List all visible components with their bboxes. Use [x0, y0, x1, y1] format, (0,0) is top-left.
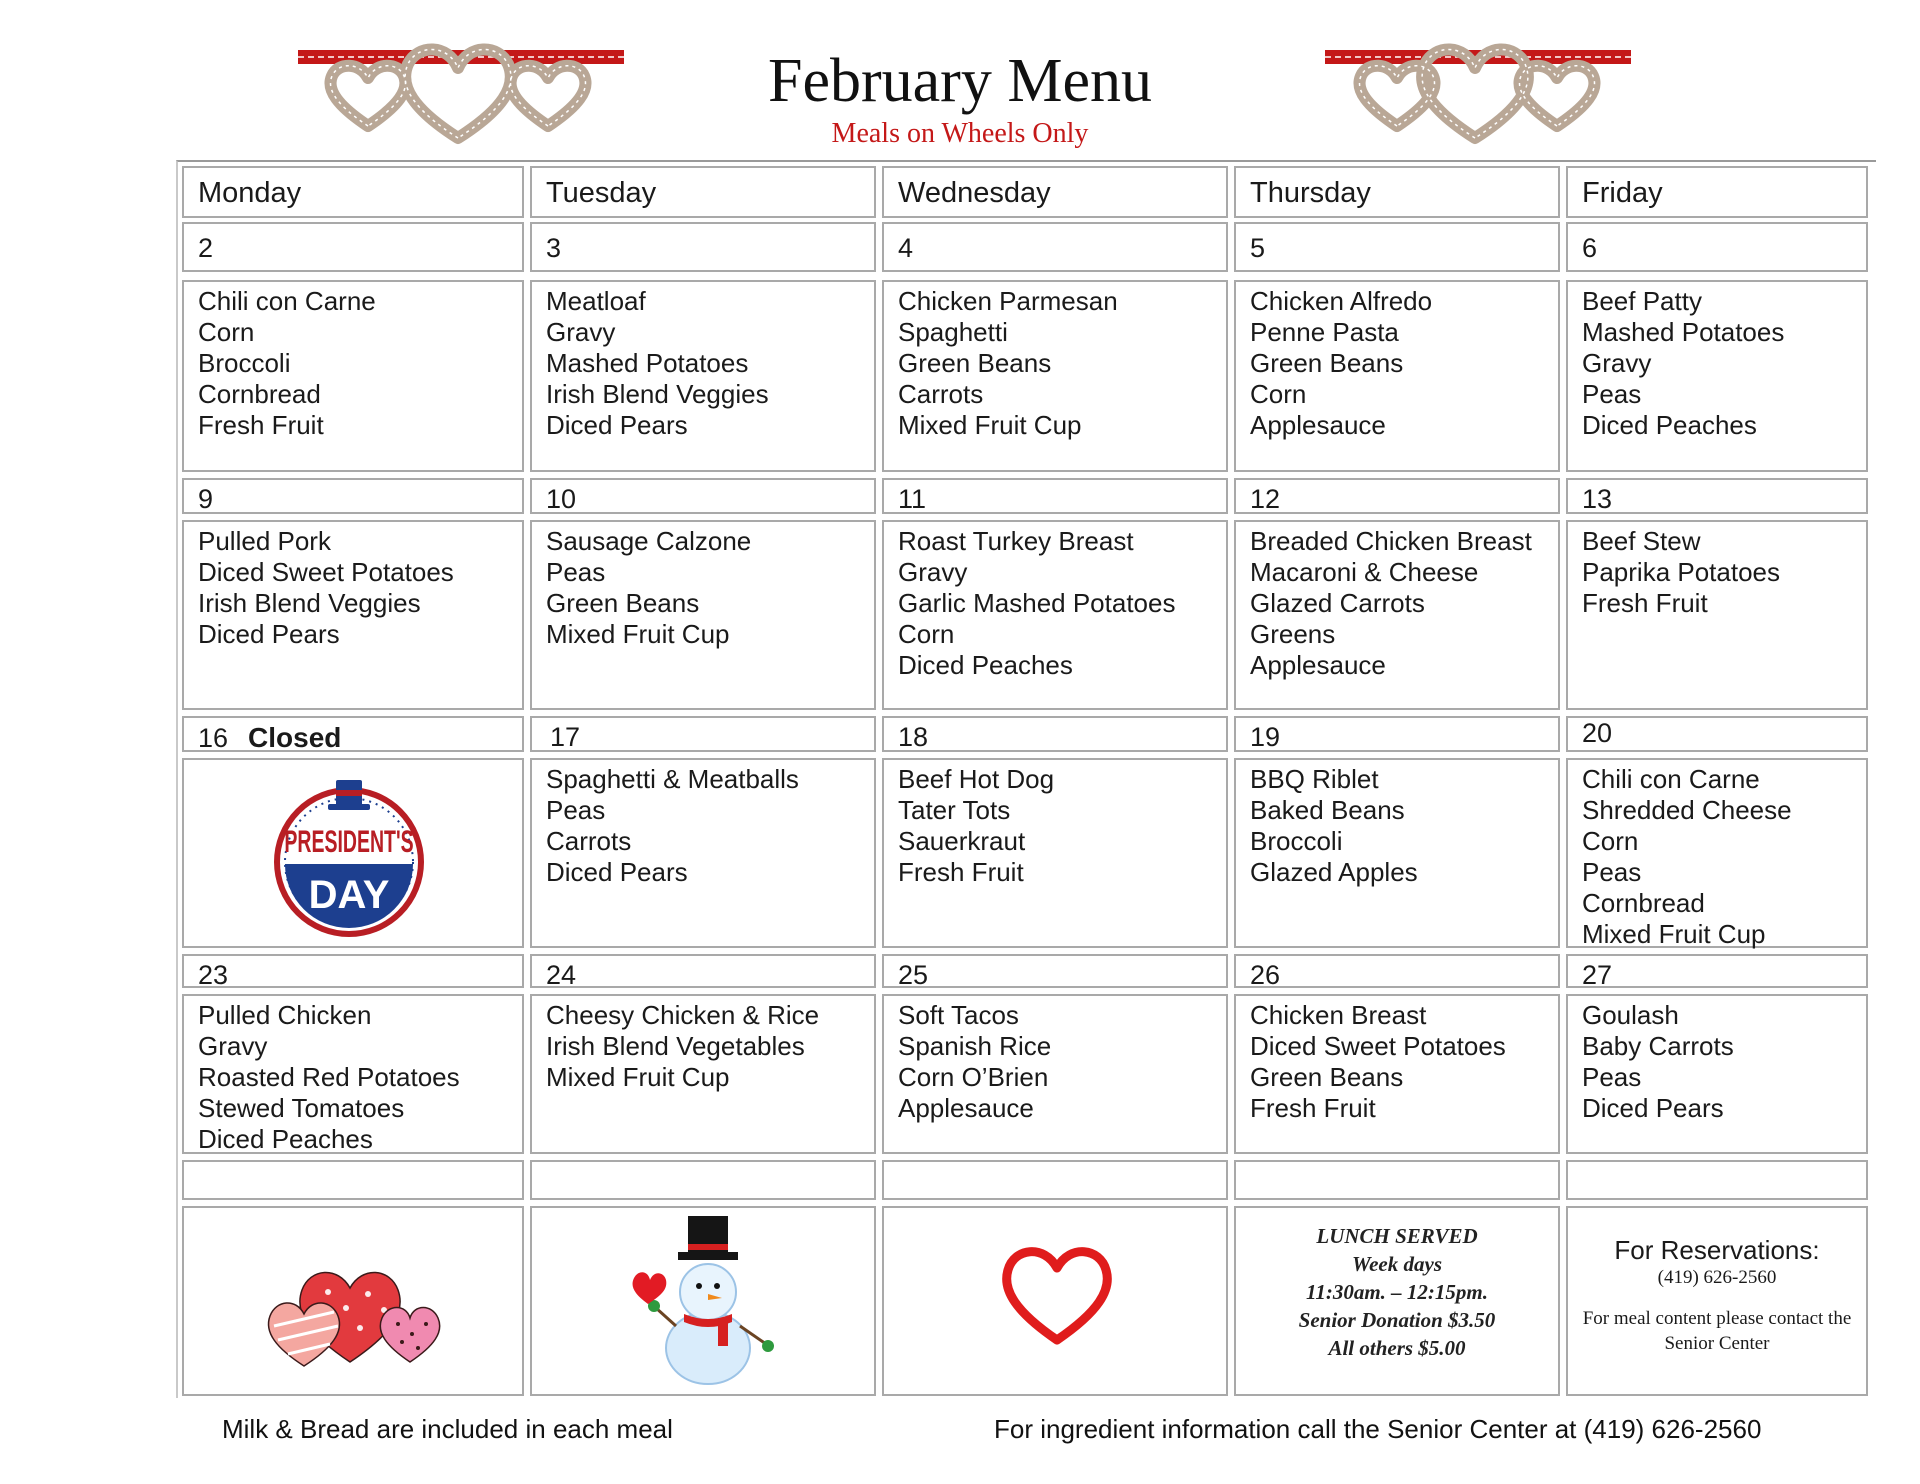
snowman-icon [628, 1208, 778, 1388]
date-cell [1566, 954, 1868, 988]
date-number: 5 [1250, 233, 1266, 263]
heart-cell [882, 1206, 1228, 1396]
empty-cell [1234, 1160, 1560, 1200]
closed-label: Closed [248, 722, 342, 753]
menu-items [1582, 1000, 1734, 1124]
menu-item: Diced Pears [546, 410, 688, 440]
menu-item: Mashed Potatoes [1582, 317, 1785, 347]
menu-item: Diced Peaches [1582, 410, 1757, 440]
date-number: 19 [1250, 722, 1281, 752]
menu-item: Irish Blend Veggies [546, 379, 769, 409]
menu-item: Peas [1582, 857, 1642, 887]
menu-cell [1234, 520, 1560, 710]
menu-item: Diced Sweet Potatoes [1250, 1031, 1506, 1061]
menu-cell [1234, 994, 1560, 1154]
menu-item: Green Beans [1250, 348, 1404, 378]
menu-cell [182, 280, 524, 472]
date-cell [182, 954, 524, 988]
menu-item: Mashed Potatoes [546, 348, 749, 378]
reservations-cell [1566, 1206, 1868, 1396]
others-price: All others $5.00 [1328, 1336, 1466, 1360]
lunch-hours: 11:30am. – 12:15pm. [1306, 1280, 1488, 1304]
date-cell [1566, 716, 1868, 752]
hearts-cell [182, 1206, 524, 1396]
date-number: 23 [198, 960, 229, 990]
menu-items [1250, 1000, 1506, 1124]
valentine-hearts-icon [250, 1250, 450, 1370]
date-number: 11 [898, 484, 927, 514]
menu-items [898, 286, 1118, 441]
date-number: 12 [1250, 484, 1281, 514]
lunch-info [1236, 1222, 1558, 1362]
hearts-ribbon-right-icon [1325, 28, 1631, 148]
menu-item: Glazed Carrots [1250, 588, 1425, 618]
menu-item: Mixed Fruit Cup [898, 410, 1082, 440]
empty-cell [530, 1160, 876, 1200]
menu-item: Spaghetti & Meatballs [546, 764, 799, 794]
menu-item: Fresh Fruit [898, 857, 1024, 887]
menu-cell [882, 758, 1228, 948]
menu-item: Irish Blend Veggies [198, 588, 421, 618]
date-number: 3 [546, 233, 562, 263]
menu-item: Diced Peaches [198, 1124, 373, 1154]
menu-item: Roast Turkey Breast [898, 526, 1134, 556]
menu-item: Diced Pears [546, 857, 688, 887]
date-number: 9 [198, 484, 214, 514]
menu-cell [1234, 758, 1560, 948]
lunch-days: Week days [1352, 1252, 1442, 1276]
date-cell [182, 716, 524, 752]
date-number [198, 722, 341, 754]
date-cell [1234, 716, 1560, 752]
menu-cell [882, 280, 1228, 472]
menu-item: Glazed Apples [1250, 857, 1418, 887]
menu-item: Peas [546, 795, 606, 825]
empty-cell [1566, 1160, 1868, 1200]
date-cell [882, 716, 1228, 752]
menu-item: Sausage Calzone [546, 526, 752, 556]
menu-items [546, 1000, 819, 1093]
weekday-label: Tuesday [546, 177, 657, 209]
page-subtitle: Meals on Wheels Only [831, 118, 1089, 149]
weekday-header-friday [1566, 166, 1868, 218]
senior-donation: Senior Donation $3.50 [1298, 1308, 1496, 1332]
menu-items [198, 286, 376, 441]
menu-item: Paprika Potatoes [1582, 557, 1781, 587]
reservations-title: For Reservations: [1614, 1235, 1820, 1265]
empty-cell [182, 1160, 524, 1200]
menu-item: Broccoli [198, 348, 291, 378]
menu-item: Garlic Mashed Potatoes [898, 588, 1176, 618]
menu-item: Macaroni & Cheese [1250, 557, 1479, 587]
menu-items [1250, 526, 1532, 681]
menu-items [898, 764, 1054, 888]
lunch-info-cell [1234, 1206, 1560, 1396]
menu-item: Fresh Fruit [1250, 1093, 1376, 1123]
menu-item: Tater Tots [898, 795, 1011, 825]
menu-item: Chicken Breast [1250, 1000, 1427, 1030]
menu-cell-holiday [182, 758, 524, 948]
menu-items [898, 526, 1175, 681]
date-cell [882, 478, 1228, 514]
reservations-phone: (419) 626-2560 [1657, 1267, 1777, 1288]
date-cell [1234, 222, 1560, 272]
menu-item: Baked Beans [1250, 795, 1405, 825]
menu-items [198, 526, 454, 650]
menu-item: Greens [1250, 619, 1336, 649]
menu-item: Diced Pears [198, 619, 340, 649]
menu-items [546, 764, 799, 888]
date-number: 27 [1582, 960, 1613, 990]
menu-item: Chicken Parmesan [898, 286, 1118, 316]
menu-items [1250, 764, 1418, 888]
menu-items [546, 526, 751, 650]
date-cell [1566, 222, 1868, 272]
weekday-header-monday [182, 166, 524, 218]
menu-item: Corn O’Brien [898, 1062, 1049, 1092]
menu-item: Green Beans [898, 348, 1052, 378]
menu-item: BBQ Riblet [1250, 764, 1379, 794]
menu-item: Green Beans [546, 588, 700, 618]
menu-items [1582, 526, 1780, 619]
date-cell [182, 222, 524, 272]
menu-item: Roasted Red Potatoes [198, 1062, 460, 1092]
menu-item: Corn [1582, 826, 1639, 856]
menu-item: Corn [898, 619, 955, 649]
menu-item: Beef Hot Dog [898, 764, 1055, 794]
date-cell [882, 954, 1228, 988]
menu-item: Corn [1250, 379, 1307, 409]
menu-item: Chili con Carne [1582, 764, 1760, 794]
menu-item: Green Beans [1250, 1062, 1404, 1092]
menu-item: Stewed Tomatoes [198, 1093, 405, 1123]
date-cell [1234, 478, 1560, 514]
date-number-value: 16 [198, 723, 229, 753]
menu-item: Baby Carrots [1582, 1031, 1734, 1061]
badge-line-1: PRESIDENT'S [284, 823, 414, 860]
menu-item: Spaghetti [898, 317, 1008, 347]
menu-item: Gravy [546, 317, 616, 347]
menu-item: Carrots [546, 826, 632, 856]
badge-line-2: DAY [308, 873, 390, 917]
date-number: 2 [198, 233, 214, 263]
menu-cell [1566, 280, 1868, 472]
date-number: 20 [1582, 718, 1613, 748]
menu-item: Chili con Carne [198, 286, 376, 316]
weekday-header-thursday [1234, 166, 1560, 218]
menu-item: Peas [546, 557, 606, 587]
footer-note-right: For ingredient information call the Senior Center at (419) 626-2560 [994, 1414, 1762, 1444]
weekday-label: Friday [1582, 177, 1663, 209]
menu-items [546, 286, 769, 441]
date-cell [530, 716, 876, 752]
snowman-cell [530, 1206, 876, 1396]
menu-item: Gravy [1582, 348, 1652, 378]
date-cell [530, 478, 876, 514]
menu-item: Chicken Alfredo [1250, 286, 1433, 316]
menu-item: Spanish Rice [898, 1031, 1052, 1061]
menu-item: Meatloaf [546, 286, 646, 316]
menu-item: Applesauce [1250, 650, 1386, 680]
date-cell [1566, 478, 1868, 514]
weekday-label: Monday [198, 177, 302, 209]
menu-item: Goulash [1582, 1000, 1679, 1030]
menu-cell [182, 520, 524, 710]
date-number: 13 [1582, 484, 1613, 514]
menu-item: Breaded Chicken Breast [1250, 526, 1532, 556]
menu-item: Soft Tacos [898, 1000, 1019, 1030]
red-heart-icon [996, 1236, 1118, 1348]
menu-item: Shredded Cheese [1582, 795, 1792, 825]
menu-cell [1234, 280, 1560, 472]
menu-cell [882, 520, 1228, 710]
date-number: 18 [898, 722, 929, 752]
menu-item: Diced Sweet Potatoes [198, 557, 454, 587]
date-cell [882, 222, 1228, 272]
lunch-heading: LUNCH SERVED [1316, 1224, 1478, 1248]
date-number: 17 [550, 722, 581, 752]
menu-item: Sauerkraut [898, 826, 1026, 856]
menu-item: Cheesy Chicken & Rice [546, 1000, 820, 1030]
empty-cell [882, 1160, 1228, 1200]
menu-item: Broccoli [1250, 826, 1343, 856]
weekday-header-wednesday [882, 166, 1228, 218]
menu-items [898, 1000, 1051, 1124]
menu-cell [530, 520, 876, 710]
date-cell [182, 478, 524, 514]
weekday-header-tuesday [530, 166, 876, 218]
menu-item: Irish Blend Vegetables [546, 1031, 805, 1061]
menu-item: Fresh Fruit [1582, 588, 1708, 618]
menu-item: Applesauce [898, 1093, 1034, 1123]
date-number: 10 [546, 484, 577, 514]
menu-cell [530, 994, 876, 1154]
date-number: 6 [1582, 233, 1598, 263]
menu-item: Peas [1582, 379, 1642, 409]
date-cell [1234, 954, 1560, 988]
menu-item: Applesauce [1250, 410, 1386, 440]
menu-item: Pulled Pork [198, 526, 331, 556]
date-number: 25 [898, 960, 929, 990]
menu-cell [1566, 520, 1868, 710]
reservations-note: For meal content please contact the Senior Center [1582, 1308, 1852, 1354]
menu-item: Beef Patty [1582, 286, 1702, 316]
date-number: 24 [546, 960, 577, 990]
menu-item: Gravy [898, 557, 968, 587]
date-cell [530, 954, 876, 988]
menu-item: Peas [1582, 1062, 1642, 1092]
menu-items [1582, 764, 1792, 950]
menu-item: Diced Peaches [898, 650, 1073, 680]
menu-cell [1566, 994, 1868, 1154]
menu-item: Mixed Fruit Cup [1582, 919, 1766, 949]
menu-cell [882, 994, 1228, 1154]
menu-item: Mixed Fruit Cup [546, 1062, 730, 1092]
menu-item: Corn [198, 317, 255, 347]
presidents-day-badge-icon [264, 774, 434, 938]
menu-cell [182, 994, 524, 1154]
menu-item: Carrots [898, 379, 984, 409]
menu-items [1250, 286, 1432, 441]
reservations-info [1568, 1234, 1866, 1356]
menu-item: Cornbread [198, 379, 321, 409]
menu-items [198, 1000, 460, 1155]
menu-item: Mixed Fruit Cup [546, 619, 730, 649]
date-number: 4 [898, 233, 914, 263]
weekday-label: Wednesday [898, 177, 1051, 209]
menu-cell [530, 758, 876, 948]
footer-note-left: Milk & Bread are included in each meal [222, 1414, 673, 1444]
page-title: February Menu [768, 47, 1152, 115]
date-cell [530, 222, 876, 272]
weekday-label: Thursday [1250, 177, 1371, 209]
menu-cell [530, 280, 876, 472]
menu-items [1582, 286, 1784, 441]
menu-cell [1566, 758, 1868, 948]
menu-item: Penne Pasta [1250, 317, 1399, 347]
menu-item: Beef Stew [1582, 526, 1701, 556]
menu-item: Cornbread [1582, 888, 1705, 918]
menu-item: Gravy [198, 1031, 268, 1061]
menu-item: Pulled Chicken [198, 1000, 372, 1030]
menu-item: Fresh Fruit [198, 410, 324, 440]
menu-item: Diced Pears [1582, 1093, 1724, 1123]
date-number: 26 [1250, 960, 1281, 990]
